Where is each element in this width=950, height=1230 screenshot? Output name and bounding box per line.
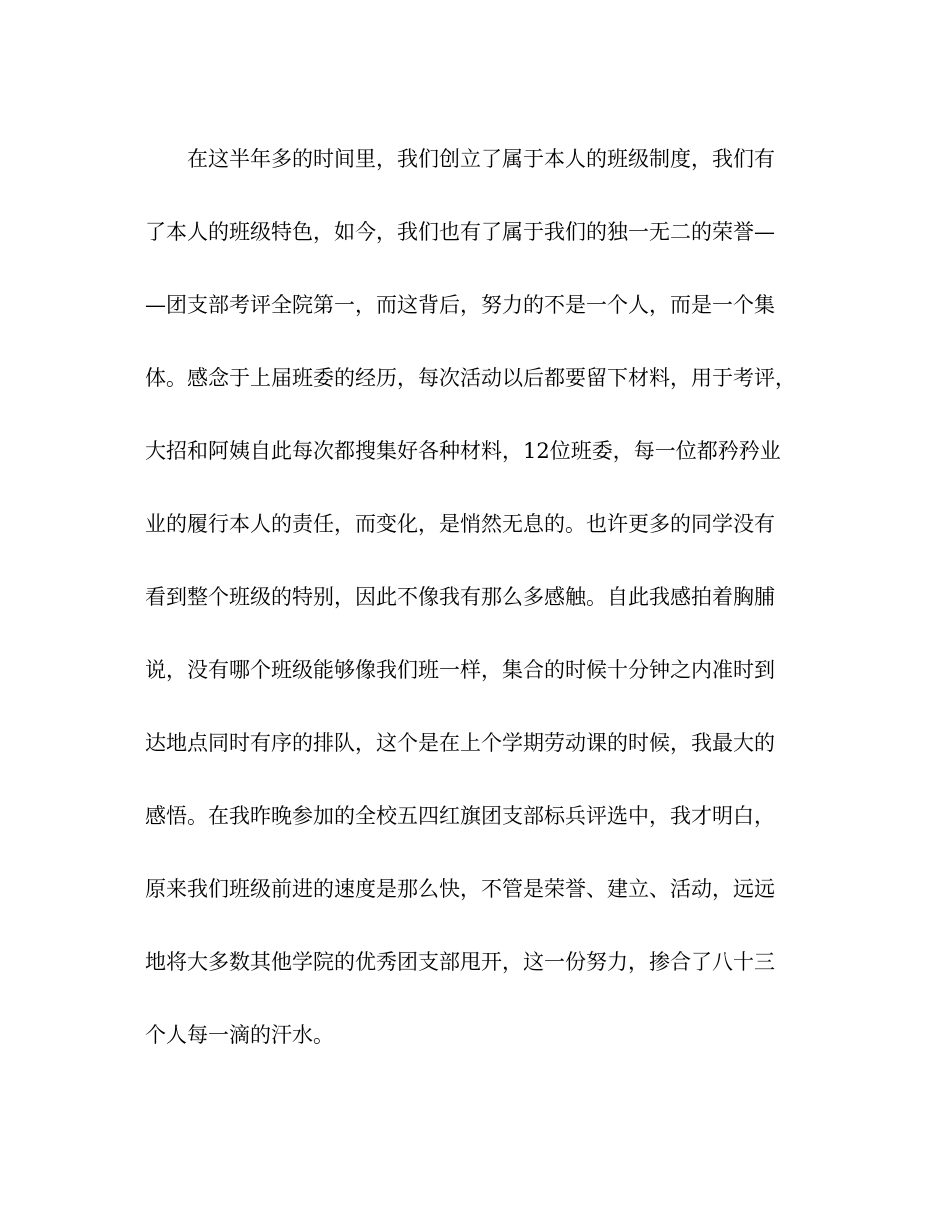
paragraph-line: 在这半年多的时间里，我们创立了属于本人的班级制度，我们有 [145,147,775,171]
paragraph-line: 了本人的班级特色，如今，我们也有了属于我们的独一无二的荣誉— [145,220,775,244]
paragraph-line: 看到整个班级的特别，因此不像我有那么多感触。自此我感拍着胸脯 [145,585,775,609]
paragraph-line: 达地点同时有序的排队，这个是在上个学期劳动课的时候，我最大的 [145,731,775,755]
paragraph-line: 原来我们班级前进的速度是那么快，不管是荣誉、建立、活动，远远 [145,877,775,901]
paragraph-line: 个人每一滴的汗水。 [145,1023,334,1047]
paragraph-line: 体。感念于上届班委的经历，每次活动以后都要留下材料，用于考评， [145,366,796,390]
body-paragraph [145,141,805,1053]
paragraph-line: 业的履行本人的责任，而变化，是悄然无息的。也许更多的同学没有 [145,512,775,536]
paragraph-line: 地将大多数其他学院的优秀团支部甩开，这一份努力，掺合了八十三 [145,950,775,974]
paragraph-line: 大招和阿姨自此每次都搜集好各种材料，12位班委，每一位都矜矜业 [145,439,781,463]
paragraph-line: 说，没有哪个班级能够像我们班一样，集合的时候十分钟之内准时到 [145,658,775,682]
paragraph-line: 感悟。在我昨晚参加的全校五四红旗团支部标兵评选中，我才明白， [145,804,775,828]
paragraph-line: —团支部考评全院第一，而这背后，努力的不是一个人，而是一个集 [145,293,775,317]
